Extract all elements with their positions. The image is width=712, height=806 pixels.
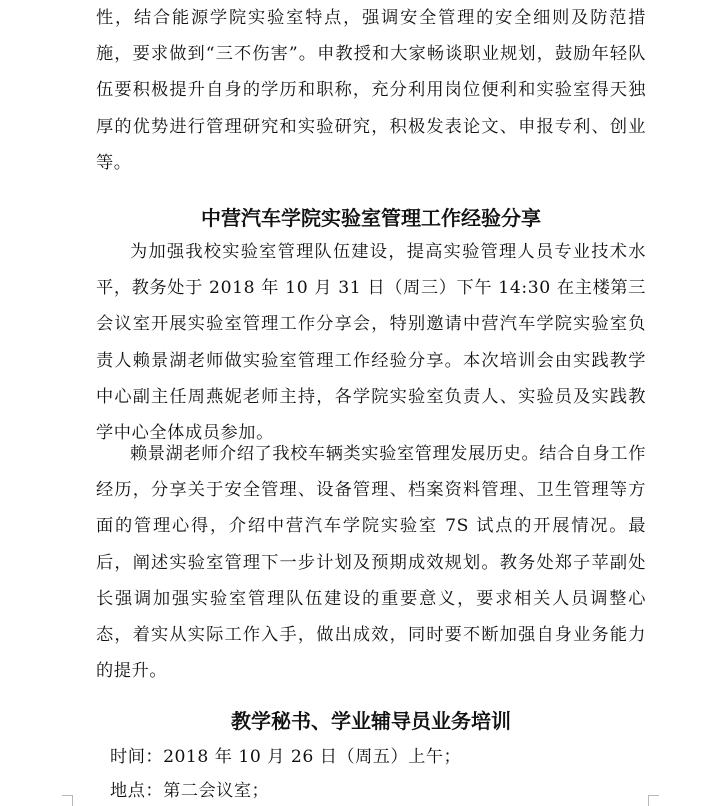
section-title-lab-management-sharing: 中营汽车学院实验室管理工作经验分享: [201, 206, 541, 230]
intro-paragraph: 性，结合能源学院实验室特点，强调安全管理的安全细则及防范措施，要求做到“三不伤害”。申教授和大家畅谈职业规划，鼓励年轻队伍要积极提升自身的学历和职称，充分利用岗位便利和实验室得天独厚的优势进行管理研究和实验研究，积极发表论文、申报专利、创业等。: [96, 8, 646, 173]
section1-paragraph-2: 赖景湖老师介绍了我校车辆类实验室管理发展历史。结合自身工作经历，分享关于安全管理、设备管理、档案资料管理、卫生管理等方面的管理心得，介绍中营汽车学院实验室 7S 试点的开展情况。最后，阐述实验室管理下一步计划及预期成效规划。教务处郑子苹副处长强调加强实验室管理队伍建设的重要意义，要求相关人员调整心态，着实从实际工作入手，做出成效，同时要不断加强自身业务能力的提升。: [96, 444, 646, 682]
section-title-secretary-training: 教学秘书、学业辅导员业务培训: [231, 709, 511, 733]
section1-paragraph-1: 为加强我校实验室管理队伍建设，提高实验管理人员专业技术水平，教务处于 2018 年 10 月 31 日（周三）下午 14:30 在主楼第三会议室开展实验室管理工作分享会，特别邀请中营汽车学院实验室负责人赖景湖老师做实验室管理工作经验分享。本次培训会由实践教学中心副主任周燕妮老师主持，各学院实验室负责人、实验员及实践教学中心全体成员参加。: [96, 242, 646, 444]
training-place-line: 地点：第二会议室；: [110, 781, 270, 801]
margin-crop-mark-right: [648, 795, 659, 806]
training-time-line: 时间：2018 年 10 月 26 日（周五）上午；: [110, 747, 462, 767]
margin-crop-mark-left: [62, 795, 73, 806]
